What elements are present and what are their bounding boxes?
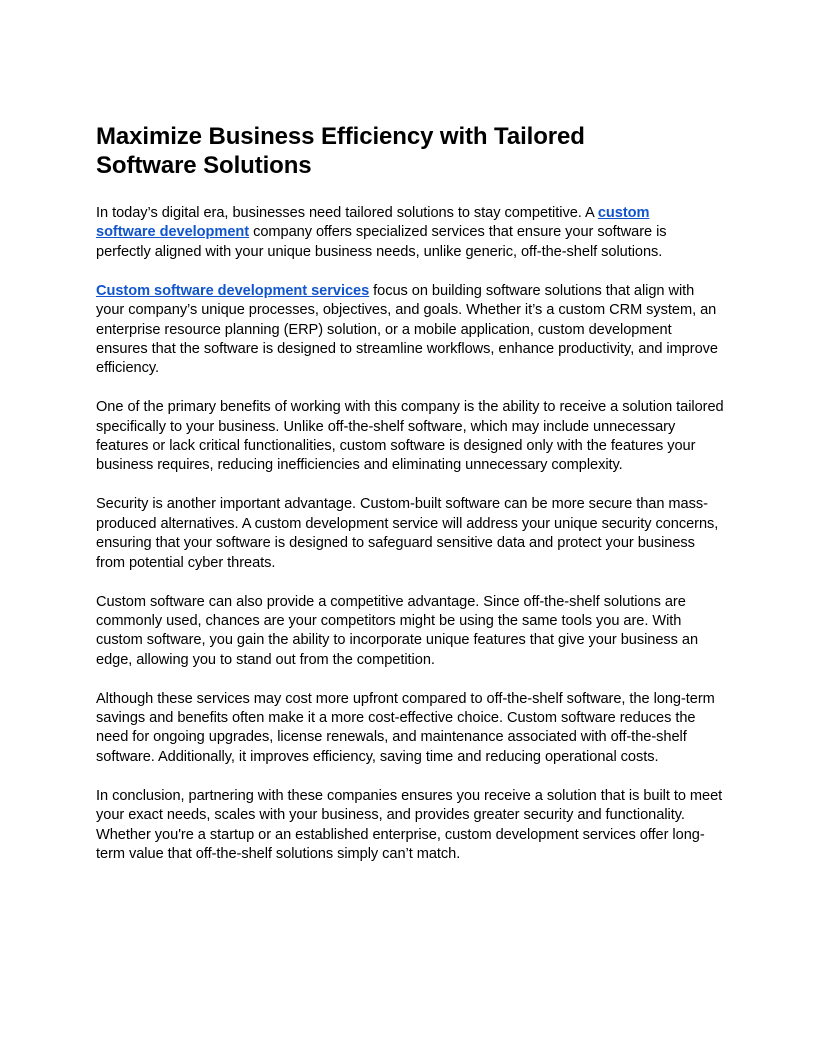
paragraph-services: [96, 282, 724, 379]
paragraph-security: Security is another important advantage. Custom-built software can be more secure than mass-produced alternatives. A custom development service will address your unique security concerns, ensuring that your software is designed to safeguard sensitive data and protect your business from potential cyber threats.: [96, 496, 719, 571]
paragraph-competitive-advantage: Custom software can also provide a competitive advantage. Since off-the-shelf solutions are commonly used, chances are your competitors might be using the same tools you are. With custom software, you gain the ability to incorporate unique features that give your business an edge, allowing you to stand out from the competition.: [96, 593, 699, 668]
paragraph-intro: [96, 204, 724, 262]
services-text: focus on building software solutions that align with your company’s unique processes, objectives, and goals. Whether it’s a custom CRM system, an enterprise resource planning (ERP) solution, or a mobile application, custom development ensures that the software is designed to streamline workflows, enhance productivity, and improve efficiency.: [96, 282, 718, 377]
link-text-line-2: software development: [96, 224, 250, 241]
title-line-1: Maximize Business Efficiency with Tailored: [96, 123, 585, 150]
paragraph-conclusion: In conclusion, partnering with these companies ensures you receive a solution that is built to meet your exact needs, scales with your business, and provides greater security and functionality. Whether you're a startup or an established enterprise, custom development services offer long-term value that off-the-shelf solutions simply can’t match.: [96, 787, 723, 862]
paragraph-cost: Although these services may cost more upfront compared to off-the-shelf software, the long-term savings and benefits often make it a more cost-effective choice. Custom software reduces the need for ongoing upgrades, license renewals, and maintenance associated with off-the-shelf software. Additionally, it improves efficiency, saving time and reducing operational costs.: [96, 690, 715, 765]
link-text-line-1: custom: [597, 205, 650, 221]
intro-text-after: company offers specialized services that ensure your software is perfectly aligned with your unique business needs, unlike generic, off-the-shelf solutions.: [96, 224, 667, 260]
intro-text-before: In today’s digital era, businesses need tailored solutions to stay competitive. A: [96, 205, 598, 221]
custom-software-development-services-link[interactable]: Custom software development services: [96, 282, 370, 299]
title-line-2: Software Solutions: [96, 152, 312, 179]
paragraph-benefits: One of the primary benefits of working with this company is the ability to receive a solution tailored specifically to your business. Unlike off-the-shelf software, which may include unnecessary features or lack critical functionalities, custom software is designed only with the features your business requires, reducing inefficiencies and eliminating unnecessary complexity.: [96, 399, 724, 474]
document-title: [96, 122, 724, 180]
document-page: [96, 122, 724, 864]
